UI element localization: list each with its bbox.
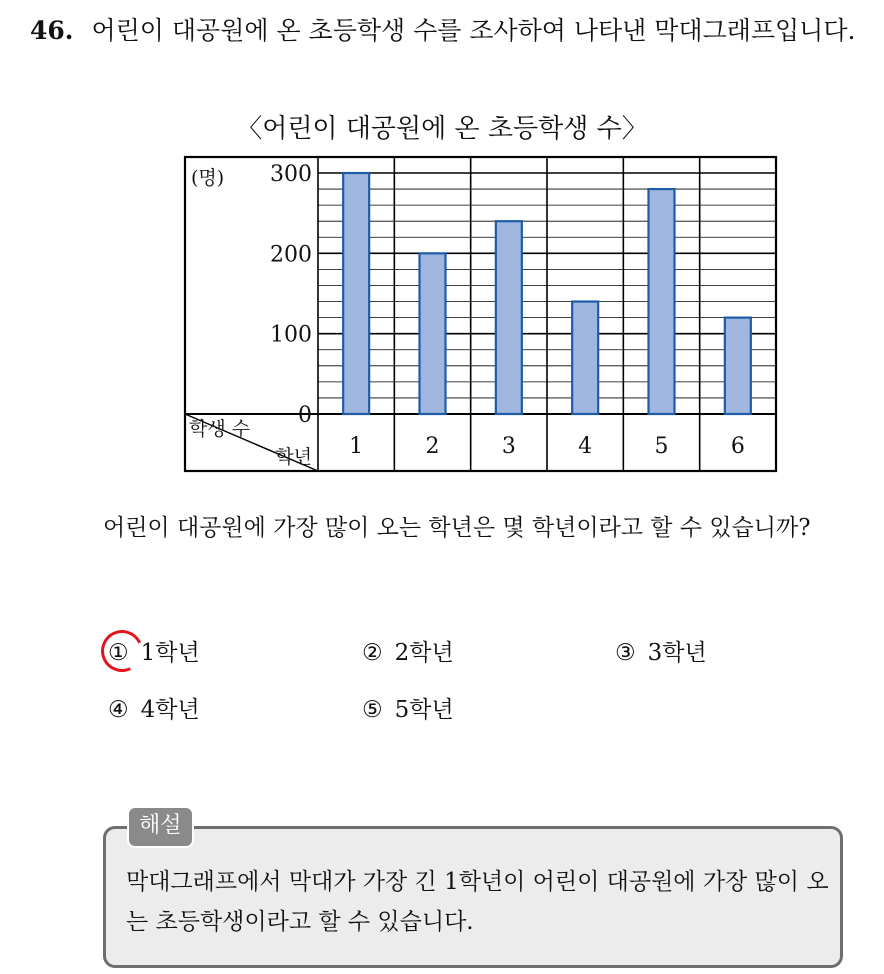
y-tick-label: 200 xyxy=(270,242,312,268)
chart-frame xyxy=(185,157,776,471)
choice-2-number: ② xyxy=(362,640,383,666)
choice-2[interactable] xyxy=(362,638,454,668)
choice-1[interactable] xyxy=(108,638,200,668)
explanation-text: 막대그래프에서 막대가 가장 긴 1학년이 어린이 대공원에 가장 많이 오는 초등학생이라고 할 수 있습니다. xyxy=(126,869,829,935)
bar-grade-4 xyxy=(572,302,598,414)
corner-label-students: 학생 수 xyxy=(189,418,251,440)
x-tick-label: 2 xyxy=(425,434,440,459)
x-tick-label: 6 xyxy=(730,434,745,459)
bar-grade-3 xyxy=(496,221,522,414)
choice-1-label: 1학년 xyxy=(140,640,200,666)
bar-grade-1 xyxy=(343,173,369,414)
choice-4-number: ④ xyxy=(108,697,129,723)
choice-5[interactable] xyxy=(362,695,454,725)
choice-3-label: 3학년 xyxy=(647,640,707,666)
y-tick-label: 300 xyxy=(270,162,312,187)
corner-label-grade: 학년 xyxy=(275,446,312,468)
question-prompt: 어린이 대공원에 온 초등학생 수를 조사하여 나타낸 막대그래프입니다. xyxy=(91,16,856,45)
question-ask: 어린이 대공원에 가장 많이 오는 학년은 몇 학년이라고 할 수 있습니까? xyxy=(103,515,811,541)
bar-grade-6 xyxy=(725,318,751,414)
choice-3[interactable] xyxy=(615,638,707,668)
choice-4[interactable] xyxy=(108,695,200,725)
choice-3-number: ③ xyxy=(615,640,636,666)
choice-4-label: 4학년 xyxy=(140,697,200,723)
y-tick-label: 100 xyxy=(270,322,312,348)
x-tick-label: 3 xyxy=(501,434,516,459)
x-tick-label: 5 xyxy=(654,434,669,459)
chart-title: 〈어린이 대공원에 온 초등학생 수〉 xyxy=(236,114,648,144)
choice-5-label: 5학년 xyxy=(394,697,454,723)
y-unit-label: (명) xyxy=(191,167,225,189)
x-tick-label: 4 xyxy=(578,434,593,459)
choice-2-label: 2학년 xyxy=(394,640,454,666)
explanation-tag: 해설 xyxy=(127,806,194,848)
bar-grade-2 xyxy=(420,253,446,414)
bar-grade-5 xyxy=(649,189,675,414)
choice-5-number: ⑤ xyxy=(362,697,383,723)
choice-1-number: ① xyxy=(108,640,129,666)
y-tick-label: 0 xyxy=(298,403,312,428)
x-tick-label: 1 xyxy=(349,434,364,459)
question-number: 46. xyxy=(30,16,74,45)
